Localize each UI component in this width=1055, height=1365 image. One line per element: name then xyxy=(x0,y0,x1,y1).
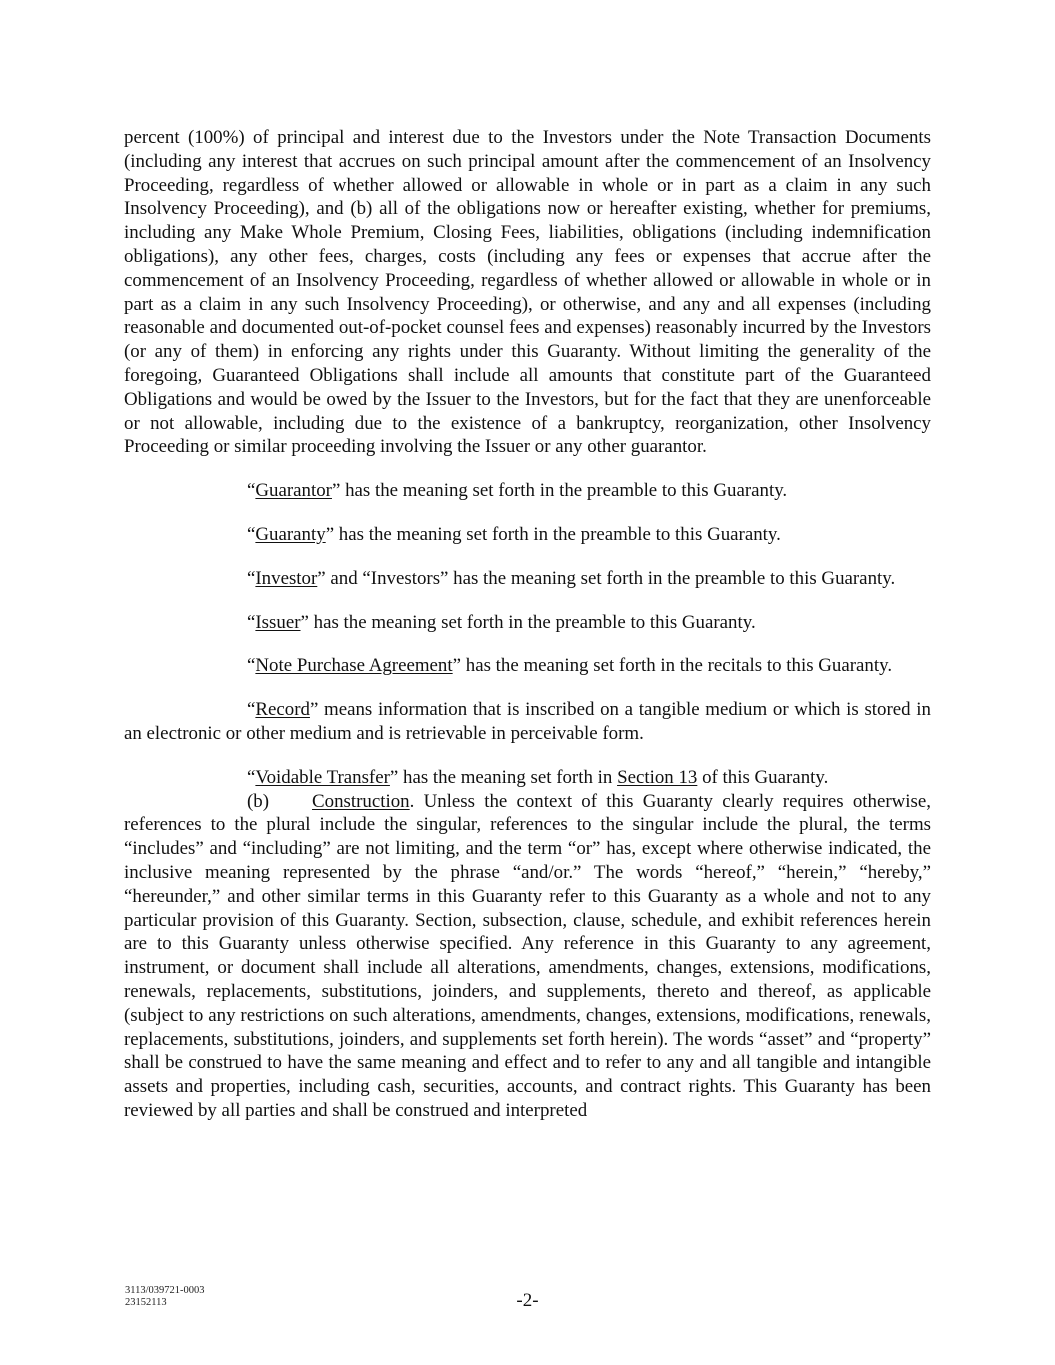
page-number: -2- xyxy=(516,1290,539,1311)
definition-text: ” has the meaning set forth in the preamble to this Guaranty. xyxy=(300,611,756,633)
definition-text: ” has the meaning set forth in the recitals to this Guaranty. xyxy=(452,655,893,677)
construction-text: . Unless the context of this Guaranty clearly requires otherwise, references to the plural include the singular, references to the singular include the plural, the terms “includes” and “including” are not limiting, and the term “or” has, except where otherwise indicated, the inclusive meaning represented by the phrase “and/or.” The words “hereof,” “herein,” “hereby,” “hereunder,” and other similar terms in this Guaranty refer to this Guaranty as a whole and not to any particular provision of this Guaranty. Section, subsection, clause, schedule, and exhibit references herein are to this Guaranty unless otherwise specified. Any reference in this Guaranty to any agreement, instrument, or document shall include all alterations, amendments, changes, extensions, modifications, renewals, replacements, substitutions, joinders, and supplements, thereto and thereof, as applicable (subject to any restrictions on such alterations, amendments, changes, extensions, modifications, renewals, replacements, substitutions, joinders, and supplements set forth herein). The words “asset” and “property” shall be construed to have the same meaning and effect and to refer to any and all tangible and intangible assets and properties, including cash, securities, accounts, and contract rights. This Guaranty has been reviewed by all parties and shall be construed and interpreted xyxy=(124,790,931,1121)
section-label: (b) xyxy=(247,790,270,812)
open-quote: “ xyxy=(247,523,256,545)
guaranteed-obligations-continuation: percent (100%) of principal and interest due to the Investors under the Note Transaction Documents (including any interest that accrues on such principal amount after the commencement of an Insolvency Proceeding, regardless of whether allowed or allowable in whole or in part as a claim in any such Insolvency Proceeding), and (b) all of the obligations now or hereafter existing, whether for premiums, including any Make Whole Premium, Closing Fees, liabilities, obligations (including indemnification obligations), any other fees, charges, costs (including any fees or expenses that accrue after the commencement of an Insolvency Proceeding, regardless of whether allowed or allowable in whole or in part as a claim in any such Insolvency Proceeding), or otherwise, and any and all expenses (including reasonable and documented out-of-pocket counsel fees and expenses) reasonably incurred by the Investors (or any of them) in enforcing any rights under this Guaranty. Without limiting the generality of the foregoing, Guaranteed Obligations shall include all amounts that constitute part of the Guaranteed Obligations and would be owed by the Issuer to the Investors, but for the fact that they are unenforceable or not allowable, including due to the existence of a bankruptcy, reorganization, other Insolvency Proceeding or similar proceeding involving the Issuer or any other guarantor. xyxy=(124,127,931,458)
definition-guarantor xyxy=(124,479,931,503)
definition-voidable-transfer xyxy=(124,766,931,790)
definition-guaranty xyxy=(124,523,931,547)
definition-text-end: of this Guaranty. xyxy=(697,766,829,788)
document-body xyxy=(124,126,931,1123)
open-quote: “ xyxy=(247,480,256,502)
defined-term: Investor xyxy=(255,567,318,589)
defined-term: Record xyxy=(255,699,310,721)
open-quote: “ xyxy=(247,655,256,677)
open-quote: “ xyxy=(247,699,256,721)
defined-term: Voidable Transfer xyxy=(255,766,390,788)
definition-text: ” has the meaning set forth in xyxy=(389,766,618,788)
open-quote: “ xyxy=(247,611,256,633)
construction-paragraph xyxy=(124,790,931,1123)
footer-doc-code: 23152113 xyxy=(125,1297,167,1308)
definition-issuer xyxy=(124,611,931,635)
section-reference: Section 13 xyxy=(617,766,698,788)
definition-note-purchase-agreement xyxy=(124,654,931,678)
section-heading: Construction xyxy=(312,790,410,812)
definition-text: ” has the meaning set forth in the preamble to this Guaranty. xyxy=(325,523,781,545)
defined-term: Note Purchase Agreement xyxy=(255,655,453,677)
definition-text: ” has the meaning set forth in the preamble to this Guaranty. xyxy=(331,480,788,502)
definition-text: ” means information that is inscribed on a tangible medium or which is stored in an electronic or other medium and is retrievable in perceivable form. xyxy=(124,699,931,744)
definition-investor xyxy=(124,567,931,591)
open-quote: “ xyxy=(247,567,256,589)
defined-term: Guaranty xyxy=(255,523,326,545)
open-quote: “ xyxy=(247,766,256,788)
defined-term: Issuer xyxy=(255,611,301,633)
defined-term: Guarantor xyxy=(255,480,332,502)
definition-text: ” and “Investors” has the meaning set forth in the preamble to this Guaranty. xyxy=(317,567,896,589)
footer-doc-number: 3113/039721-0003 xyxy=(125,1285,205,1296)
definition-record xyxy=(124,698,931,746)
